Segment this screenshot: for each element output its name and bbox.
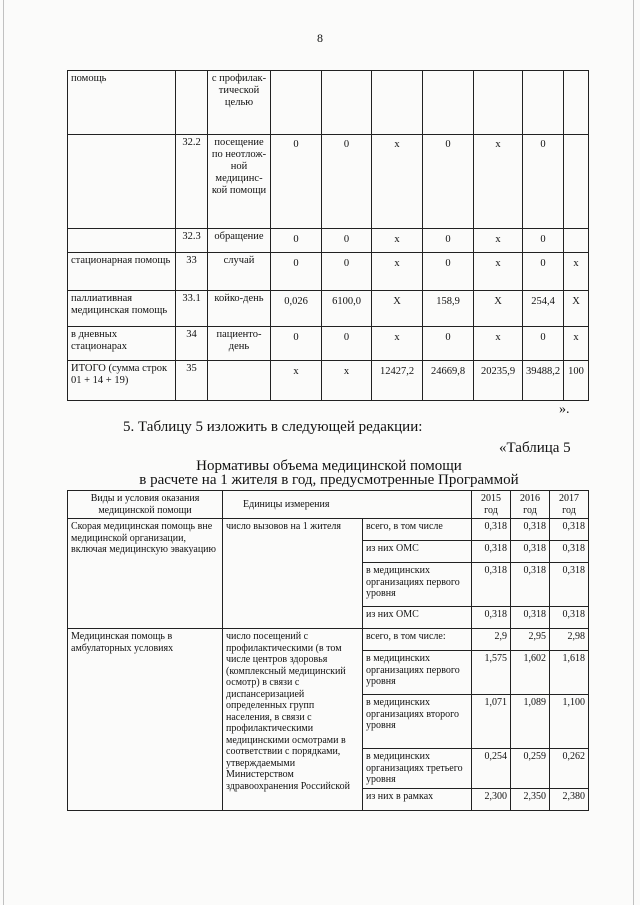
value-cell: 0,318 (472, 519, 511, 541)
norms-table (67, 490, 589, 811)
norms-table-header (68, 491, 589, 519)
table-cell: 32.2 (176, 135, 208, 229)
table-row (68, 229, 589, 253)
table-cell: х (372, 135, 423, 229)
value-cell: 1,089 (511, 695, 550, 749)
table-cell: х (474, 253, 523, 291)
table-cell: х (474, 229, 523, 253)
table-cell: паллиативная медицинская помощь (68, 291, 176, 327)
table-cell: х (271, 361, 322, 401)
subcategory-cell: всего, в том числе: (363, 629, 472, 651)
table-cell: х (474, 327, 523, 361)
table-label: «Таблица 5 (499, 440, 571, 456)
table-cell: 0 (271, 229, 322, 253)
amendment-item-5: 5. Таблицу 5 изложить в следующей редакции: (123, 419, 423, 435)
table-cell (322, 71, 372, 135)
table-row (68, 135, 589, 229)
table-cell: 0 (523, 327, 564, 361)
subcategory-cell: в медицинских организациях второго уровня (363, 695, 472, 749)
value-cell: 0,259 (511, 749, 550, 789)
value-cell: 2,350 (511, 789, 550, 811)
table-cell: 0 (423, 327, 474, 361)
value-cell: 1,071 (472, 695, 511, 749)
table-cell: 24669,8 (423, 361, 474, 401)
table-cell: 0 (322, 253, 372, 291)
header-2015: 2015 год (472, 491, 511, 519)
table-cell: стационарная помощь (68, 253, 176, 291)
table-cell: 0 (322, 229, 372, 253)
table-cell: 0 (523, 135, 564, 229)
table-cell: с профилак-тической целью (208, 71, 271, 135)
table-cell: 6100,0 (322, 291, 372, 327)
table-cell: ИТОГО (сумма строк 01 + 14 + 19) (68, 361, 176, 401)
table-cell (474, 71, 523, 135)
table-row (68, 629, 589, 651)
table-row (68, 519, 589, 541)
table-cell: 32.3 (176, 229, 208, 253)
table-cell: 33.1 (176, 291, 208, 327)
table-cell (372, 71, 423, 135)
table-cell: 0 (322, 327, 372, 361)
table-cell: Х (372, 291, 423, 327)
table-cell: помощь (68, 71, 176, 135)
table-cell: х (372, 253, 423, 291)
table-cell: 0 (423, 253, 474, 291)
subcategory-cell: из них ОМС (363, 541, 472, 563)
table-cell: 0 (423, 229, 474, 253)
table-cell: случай (208, 253, 271, 291)
table-cell: в дневных стационарах (68, 327, 176, 361)
value-cell: 0,318 (550, 519, 589, 541)
table-cell: Х (564, 291, 589, 327)
subcategory-cell: из них в рамках (363, 789, 472, 811)
value-cell: 2,300 (472, 789, 511, 811)
table-cell: х (564, 327, 589, 361)
value-cell: 0,262 (550, 749, 589, 789)
table-cell: 0 (271, 327, 322, 361)
value-cell: 1,602 (511, 651, 550, 695)
table-row (68, 253, 589, 291)
table-row (68, 291, 589, 327)
table-cell: 0 (322, 135, 372, 229)
subcategory-cell: в медицинских организациях первого уровня (363, 651, 472, 695)
table-cell: Х (474, 291, 523, 327)
value-cell: 2,98 (550, 629, 589, 651)
table-row (68, 361, 589, 401)
table-cell (423, 71, 474, 135)
care-type-cell: Медицинская помощь в амбулаторных условиях (68, 629, 223, 811)
continued-table-body (68, 71, 589, 401)
header-unit: Единицы измерения (223, 491, 472, 519)
table-cell: 39488,2 (523, 361, 564, 401)
value-cell: 0,318 (511, 541, 550, 563)
value-cell: 1,575 (472, 651, 511, 695)
header-2017: 2017 год (550, 491, 589, 519)
table-cell (564, 229, 589, 253)
table-cell (176, 71, 208, 135)
table-row (68, 327, 589, 361)
value-cell: 0,318 (472, 607, 511, 629)
table-heading-line-1: Нормативы объема медицинской помощи (196, 458, 462, 474)
header-type: Виды и условия оказания медицинской помощи (68, 491, 223, 519)
value-cell: 0,318 (550, 563, 589, 607)
table-heading-line-2: в расчете на 1 жителя в год, предусмотренные Программой (139, 472, 519, 488)
table-cell: 0 (271, 135, 322, 229)
table-cell: 0 (523, 229, 564, 253)
subcategory-cell: всего, в том числе (363, 519, 472, 541)
subcategory-cell: в медицинских организациях первого уровня (363, 563, 472, 607)
table-cell: х (372, 327, 423, 361)
value-cell: 0,318 (472, 563, 511, 607)
header-2016: 2016 год (511, 491, 550, 519)
value-cell: 0,254 (472, 749, 511, 789)
table-cell (68, 135, 176, 229)
table-cell: х (474, 135, 523, 229)
table-cell: 0 (423, 135, 474, 229)
table-cell (68, 229, 176, 253)
table-cell: 0,026 (271, 291, 322, 327)
table-cell: посещение по неотлож-ной медицинс-кой помощи (208, 135, 271, 229)
table-cell: койко-день (208, 291, 271, 327)
value-cell: 0,318 (550, 607, 589, 629)
unit-cell: число вызовов на 1 жителя (223, 519, 363, 629)
table-cell: х (564, 253, 589, 291)
unit-cell: число посещений с профилактическими (в том числе центров здоровья (комплексный медицинский осмотр) в связи с диспансеризацией определенных групп населения, в связи с профилактическими медицинскими осмотрами в соответствии с порядками, утверждаемыми Министерством здравоохранения Российской (223, 629, 363, 811)
norms-table-body (68, 519, 589, 811)
value-cell: 0,318 (550, 541, 589, 563)
care-type-cell: Скорая медицинская помощь вне медицинской организации, включая медицинскую эвакуацию (68, 519, 223, 629)
value-cell: 0,318 (511, 519, 550, 541)
closing-quote: ». (559, 402, 570, 417)
table-cell: 35 (176, 361, 208, 401)
value-cell: 2,9 (472, 629, 511, 651)
table-cell: 100 (564, 361, 589, 401)
table-cell (564, 71, 589, 135)
value-cell: 1,100 (550, 695, 589, 749)
table-cell: х (322, 361, 372, 401)
table-cell (271, 71, 322, 135)
value-cell: 0,318 (511, 563, 550, 607)
value-cell: 2,380 (550, 789, 589, 811)
table-cell: 0 (523, 253, 564, 291)
table-cell: 12427,2 (372, 361, 423, 401)
table-cell (523, 71, 564, 135)
table-cell: 33 (176, 253, 208, 291)
table-cell: 20235,9 (474, 361, 523, 401)
subcategory-cell: в медицинских организациях третьего уровня (363, 749, 472, 789)
table-cell (564, 135, 589, 229)
table-cell: 0 (271, 253, 322, 291)
value-cell: 0,318 (472, 541, 511, 563)
table-cell (208, 361, 271, 401)
value-cell: 2,95 (511, 629, 550, 651)
table-cell: обращение (208, 229, 271, 253)
table-cell: 34 (176, 327, 208, 361)
table-cell: 158,9 (423, 291, 474, 327)
value-cell: 1,618 (550, 651, 589, 695)
page-number: 8 (317, 31, 323, 45)
table-cell: х (372, 229, 423, 253)
subcategory-cell: из них ОМС (363, 607, 472, 629)
table-cell: пациенто-день (208, 327, 271, 361)
table-cell: 254,4 (523, 291, 564, 327)
continued-table (67, 70, 589, 401)
value-cell: 0,318 (511, 607, 550, 629)
table-row (68, 71, 589, 135)
